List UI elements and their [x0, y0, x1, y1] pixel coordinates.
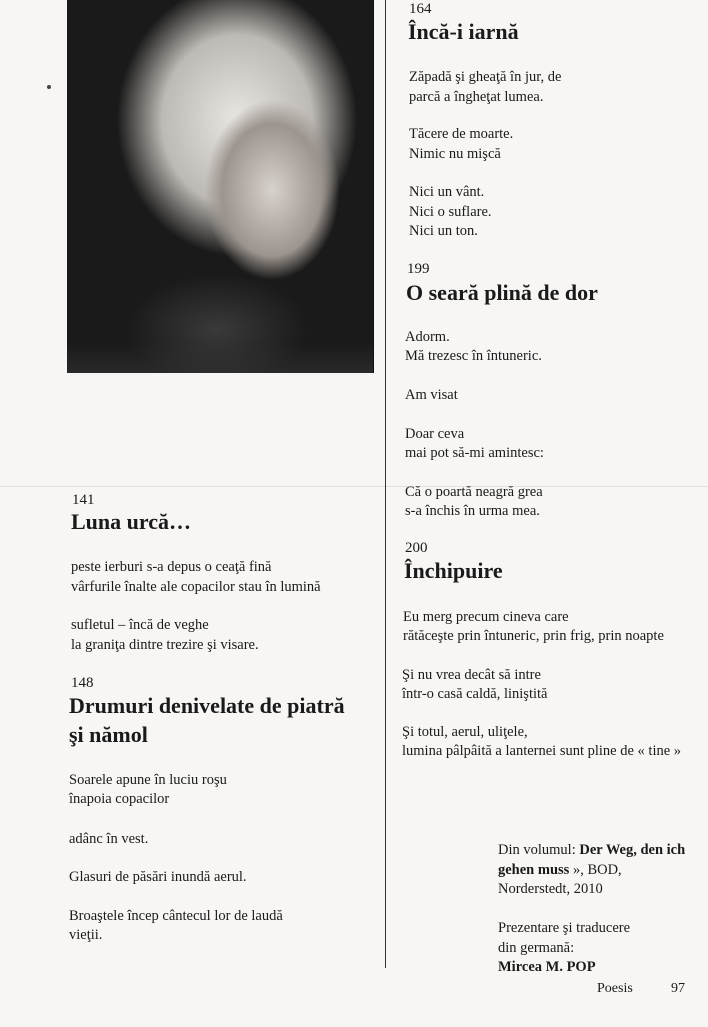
- poem-line: Nici un vânt.: [409, 184, 485, 200]
- poem-line: Eu merg precum cineva care: [403, 609, 569, 625]
- poem-line: Tăcere de moarte.: [409, 126, 514, 142]
- poem-number-148: 148: [71, 675, 94, 691]
- publication-place-year: Norderstedt, 2010: [498, 881, 603, 897]
- poem-line: Şi totul, aerul, uliţele,: [402, 724, 528, 740]
- poem-line: vieţii.: [69, 927, 103, 943]
- poem-title-164: Încă-i iarnă: [408, 19, 519, 44]
- source-prefix: Din volumul:: [498, 842, 580, 858]
- column-divider: [385, 0, 386, 968]
- source-line-2: [498, 860, 622, 880]
- poem-number-200: 200: [405, 540, 428, 556]
- page-number: 97: [671, 981, 685, 996]
- source-line-1: [498, 840, 708, 860]
- poem-title-200: Închipuire: [404, 558, 503, 583]
- poem-line: Doar ceva: [405, 426, 465, 442]
- poem-title-141: Luna urcă…: [71, 509, 192, 534]
- poem-number-141: 141: [72, 492, 95, 508]
- poem-number-199: 199: [407, 261, 430, 277]
- poem-line: Soarele apune în luciu roşu: [69, 772, 227, 788]
- poem-line: adânc în vest.: [69, 831, 149, 847]
- poem-title-148-cont: şi nămol: [69, 722, 148, 747]
- book-title-part-2: gehen muss: [498, 862, 570, 878]
- poem-line: Glasuri de păsări inundă aerul.: [69, 869, 247, 885]
- book-title-part-1: Der Weg, den ich: [579, 842, 686, 858]
- page-fold-line: [0, 486, 708, 487]
- poem-line: Nimic nu mişcă: [409, 146, 501, 162]
- poem-line: rătăceşte prin întuneric, prin frig, prin noapte: [403, 628, 664, 644]
- poem-line: Broaştele încep cântecul lor de laudă: [69, 908, 283, 924]
- author-portrait-photo: [67, 0, 374, 373]
- poem-line: mai pot să-mi amintesc:: [405, 445, 544, 461]
- stray-dot: [47, 85, 51, 89]
- poem-title-148: Drumuri denivelate de piatră: [69, 693, 345, 718]
- translation-credit-1: Prezentare şi traducere: [498, 920, 631, 936]
- poem-line: Nici un ton.: [409, 223, 478, 239]
- poem-line: într-o casă caldă, liniştită: [402, 686, 548, 702]
- translation-credit-2: din germană:: [498, 940, 575, 956]
- poem-line: Am visat: [405, 387, 458, 403]
- poem-line: Nici o suflare.: [409, 204, 492, 220]
- poem-line: înapoia copacilor: [69, 791, 170, 807]
- poem-line: vârfurile înalte ale copacilor stau în lumină: [71, 579, 321, 595]
- poem-line: Că o poartă neagră grea: [405, 484, 543, 500]
- poem-title-199: O seară plină de dor: [406, 280, 598, 305]
- poem-line: la graniţa dintre trezire şi visare.: [71, 637, 259, 653]
- poem-line: Şi nu vrea decât să intre: [402, 667, 541, 683]
- publisher: », BOD,: [569, 862, 622, 878]
- poem-line: lumina pâlpâită a lanternei sunt pline de « tine »: [402, 743, 682, 759]
- poem-line: sufletul – încă de veghe: [71, 617, 209, 633]
- poem-line: Adorm.: [405, 329, 450, 345]
- translator-name: Mircea M. POP: [498, 959, 596, 975]
- poem-number-164: 164: [409, 1, 432, 17]
- poem-line: peste ierburi s-a depus o ceaţă fină: [71, 559, 272, 575]
- publication-name: Poesis: [597, 981, 633, 996]
- poem-line: parcă a îngheţat lumea.: [409, 89, 544, 105]
- poem-line: s-a închis în urma mea.: [405, 503, 540, 519]
- poem-line: Zăpadă şi gheaţă în jur, de: [409, 69, 562, 85]
- poem-line: Mă trezesc în întuneric.: [405, 348, 542, 364]
